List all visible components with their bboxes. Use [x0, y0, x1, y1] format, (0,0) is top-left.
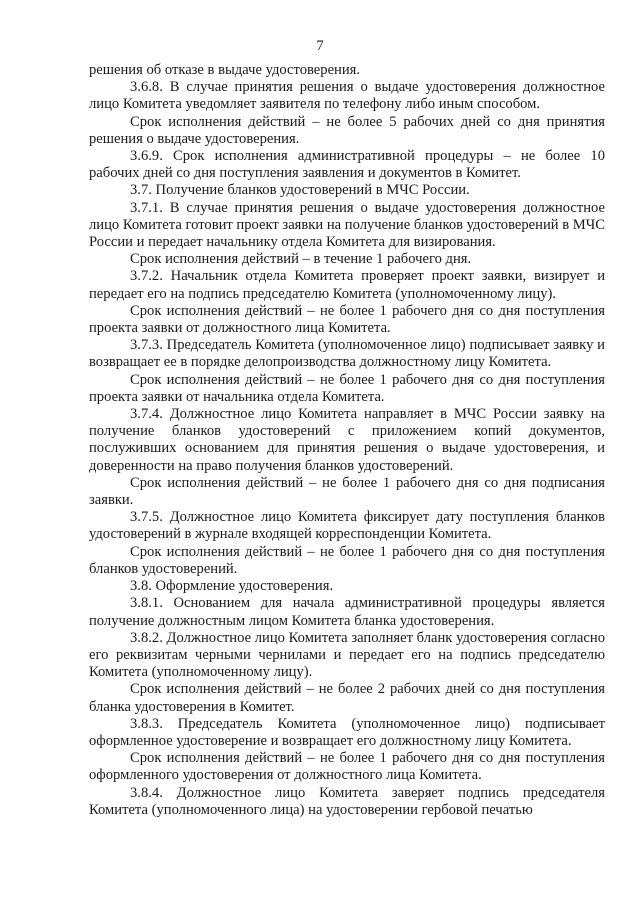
paragraph: 3.8.4. Должностное лицо Комитета заверяет подпись председателя Комитета (уполномоченного лица) на удостоверении гербовой печатью	[89, 784, 605, 818]
paragraph: 3.7.1. В случае принятия решения о выдаче удостоверения должностное лицо Комитета готовит проект заявки на получение бланков удостоверений в МЧС России и передает начальнику отдела Комитета для визирования.	[89, 199, 605, 251]
paragraph: Срок исполнения действий – не более 1 рабочего дня со дня подписания заявки.	[89, 474, 605, 509]
document-body	[89, 62, 605, 819]
paragraph: Срок исполнения действий – в течение 1 рабочего дня.	[130, 251, 472, 268]
paragraph: 3.7.2. Начальник отдела Комитета проверяет проект заявки, визирует и передает его на подпись председателю Комитета (уполномоченному лицу).	[89, 268, 605, 302]
paragraph: 3.7.4. Должностное лицо Комитета направляет в МЧС России заявку на получение бланков удостоверений с приложением копий документов, послуживших основанием для принятия решения о выдаче удостоверения, и доверенности на право получения бланков удостоверений.	[89, 406, 605, 474]
paragraph: решения об отказе в выдаче удостоверения.	[89, 62, 361, 78]
paragraph: 3.7.3. Председатель Комитета (уполномоченное лицо) подписывает заявку и возвращает ее в порядке делопроизводства должностному лицу Комитета.	[89, 337, 605, 371]
paragraph: 3.8. Оформление удостоверения.	[130, 578, 334, 595]
paragraph: Срок исполнения действий – не более 5 рабочих дней со дня принятия решения о выдаче удостоверения.	[89, 113, 605, 147]
paragraph: Срок исполнения действий – не более 1 рабочего дня со дня поступления проекта заявки от должностного лица Комитета.	[89, 302, 605, 337]
paragraph: 3.7. Получение бланков удостоверений в МЧС России.	[130, 182, 470, 199]
paragraph: Срок исполнения действий – не более 1 рабочего дня со дня поступления оформленного удостоверения от должностного лица Комитета.	[89, 750, 605, 784]
paragraph: 3.6.8. В случае принятия решения о выдаче удостоверения должностное лицо Комитета уведомляет заявителя по телефону либо иным способом.	[89, 79, 605, 113]
paragraph: Срок исполнения действий – не более 2 рабочих дней со дня поступления бланка удостоверения в Комитет.	[89, 681, 605, 715]
paragraph: 3.7.5. Должностное лицо Комитета фиксирует дату поступления бланков удостоверений в журнале входящей корреспонденции Комитета.	[89, 509, 605, 543]
paragraph: 3.8.2. Должностное лицо Комитета заполняет бланк удостоверения согласно его реквизитам черными чернилами и передает его на подпись председателю Комитета (уполномоченному лицу).	[89, 629, 605, 681]
paragraph: 3.6.9. Срок исполнения административной процедуры – не более 10 рабочих дней со дня поступления заявления и документов в Комитет.	[89, 148, 605, 182]
paragraph: 3.8.1. Основанием для начала административной процедуры является получение должностным лицом Комитета бланка удостоверения.	[89, 595, 605, 629]
paragraph: 3.8.3. Председатель Комитета (уполномоченное лицо) подписывает оформленное удостоверение и возвращает его должностному лицу Комитета.	[89, 715, 605, 749]
page-number: 7	[316, 38, 324, 54]
paragraph: Срок исполнения действий – не более 1 рабочего дня со дня поступления проекта заявки от начальника отдела Комитета.	[89, 371, 605, 405]
paragraph: Срок исполнения действий – не более 1 рабочего дня со дня поступления бланков удостоверений.	[89, 543, 605, 577]
